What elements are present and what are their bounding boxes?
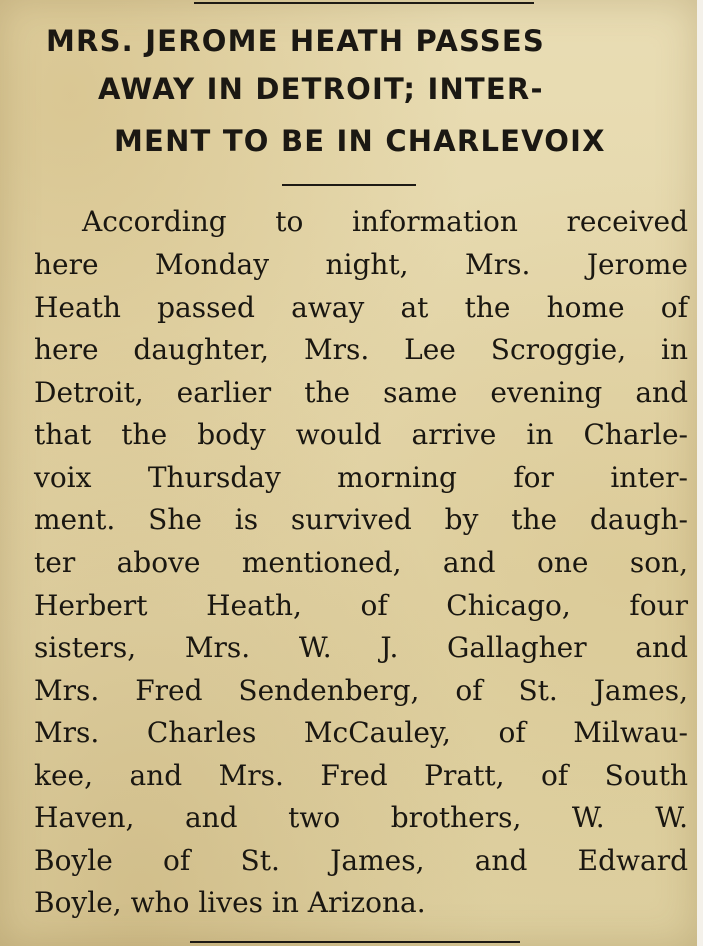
scan-margin [697, 0, 703, 946]
article-line-6: that the body would arrive in Charle- [34, 418, 688, 451]
article-line-5: Detroit, earlier the same evening and [34, 376, 688, 409]
article-line-13: Mrs. Charles McCauley, of Milwau- [34, 716, 688, 749]
headline-divider [282, 184, 416, 186]
article-line-3: Heath passed away at the home of [34, 291, 688, 324]
article-line-2: here Monday night, Mrs. Jerome [34, 248, 688, 281]
bottom-rule [190, 941, 520, 943]
article-line-17: Boyle, who lives in Arizona. [34, 886, 426, 919]
top-rule [194, 2, 534, 4]
article-line-1: According to information received [82, 205, 688, 238]
headline-line-1: MRS. JEROME HEATH PASSES [46, 24, 545, 58]
article-line-14: kee, and Mrs. Fred Pratt, of South [34, 759, 688, 792]
article-line-16: Boyle of St. James, and Edward [34, 844, 688, 877]
article-line-7: voix Thursday morning for inter- [34, 461, 688, 494]
headline-line-3: MENT TO BE IN CHARLEVOIX [114, 124, 606, 158]
article-line-10: Herbert Heath, of Chicago, four [34, 589, 688, 622]
article-line-11: sisters, Mrs. W. J. Gallagher and [34, 631, 688, 664]
article-line-9: ter above mentioned, and one son, [34, 546, 688, 579]
headline-line-2: AWAY IN DETROIT; INTER- [98, 72, 544, 106]
article-line-15: Haven, and two brothers, W. W. [34, 801, 688, 834]
article-line-4: here daughter, Mrs. Lee Scroggie, in [34, 333, 688, 366]
article-line-12: Mrs. Fred Sendenberg, of St. James, [34, 674, 688, 707]
article-line-8: ment. She is survived by the daugh- [34, 503, 688, 536]
